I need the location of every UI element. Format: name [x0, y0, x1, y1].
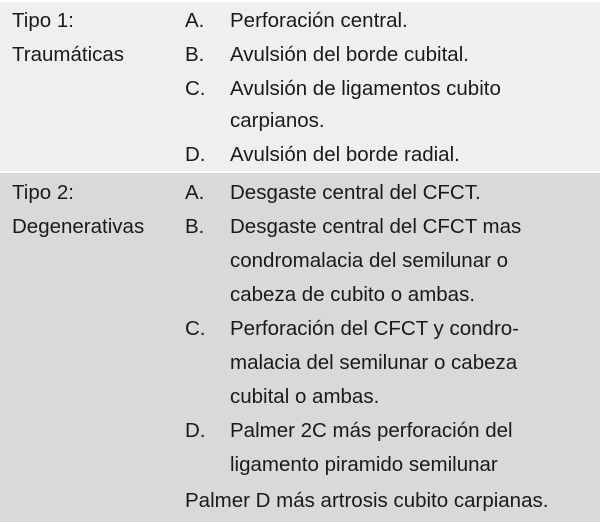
type-2-item-b-text-line3: cabeza de cubito o ambas. — [230, 283, 476, 306]
type-2-label-line1: Tipo 2: — [12, 181, 74, 204]
type-1-label-line2: Traumáticas — [12, 43, 125, 66]
table-top-rule — [0, 0, 600, 2]
row-tipo-2 — [0, 172, 600, 524]
type-1-item-c-letter: C. — [185, 77, 206, 100]
type-1-item-d-letter: D. — [185, 143, 206, 166]
type-2-item-b-text-line2: condromalacia del semilunar o — [230, 249, 509, 272]
type-1-item-a-text: Perforación central. — [230, 9, 408, 32]
type-2-item-c-text-line2: malacia del semilunar o cabeza — [230, 351, 518, 374]
type-1-label-line1: Tipo 1: — [12, 9, 74, 32]
type-2-item-c-text-line1: Perforación del CFCT y condro- — [230, 317, 520, 340]
type-1-item-c-text-line2: carpianos. — [230, 109, 325, 132]
type-2-item-b-text-line1: Desgaste central del CFCT mas — [230, 215, 522, 238]
type-1-item-d-text: Avulsión del borde radial. — [230, 143, 460, 166]
type-2-item-b-letter: B. — [185, 215, 205, 238]
type-2-item-d-text-line2: ligamento piramido semilunar — [230, 453, 498, 476]
type-2-footnote: Palmer D más artrosis cubito carpianas. — [185, 489, 549, 512]
type-2-item-a-letter: A. — [185, 181, 205, 204]
type-2-item-c-letter: C. — [185, 317, 206, 340]
type-2-item-c-text-line3: cubital o ambas. — [230, 385, 380, 408]
type-1-item-a-letter: A. — [185, 9, 205, 32]
type-2-item-a-text: Desgaste central del CFCT. — [230, 181, 481, 204]
type-1-item-b-text: Avulsión del borde cubital. — [230, 43, 469, 66]
row-tipo-1 — [0, 0, 600, 172]
type-2-item-d-text-line1: Palmer 2C más perforación del — [230, 419, 513, 442]
row-divider — [0, 171, 600, 173]
type-2-item-d-letter: D. — [185, 419, 206, 442]
type-2-label-line2: Degenerativas — [12, 215, 145, 238]
type-1-item-c-text-line1: Avulsión de ligamentos cubito — [230, 77, 501, 100]
type-1-item-b-letter: B. — [185, 43, 205, 66]
